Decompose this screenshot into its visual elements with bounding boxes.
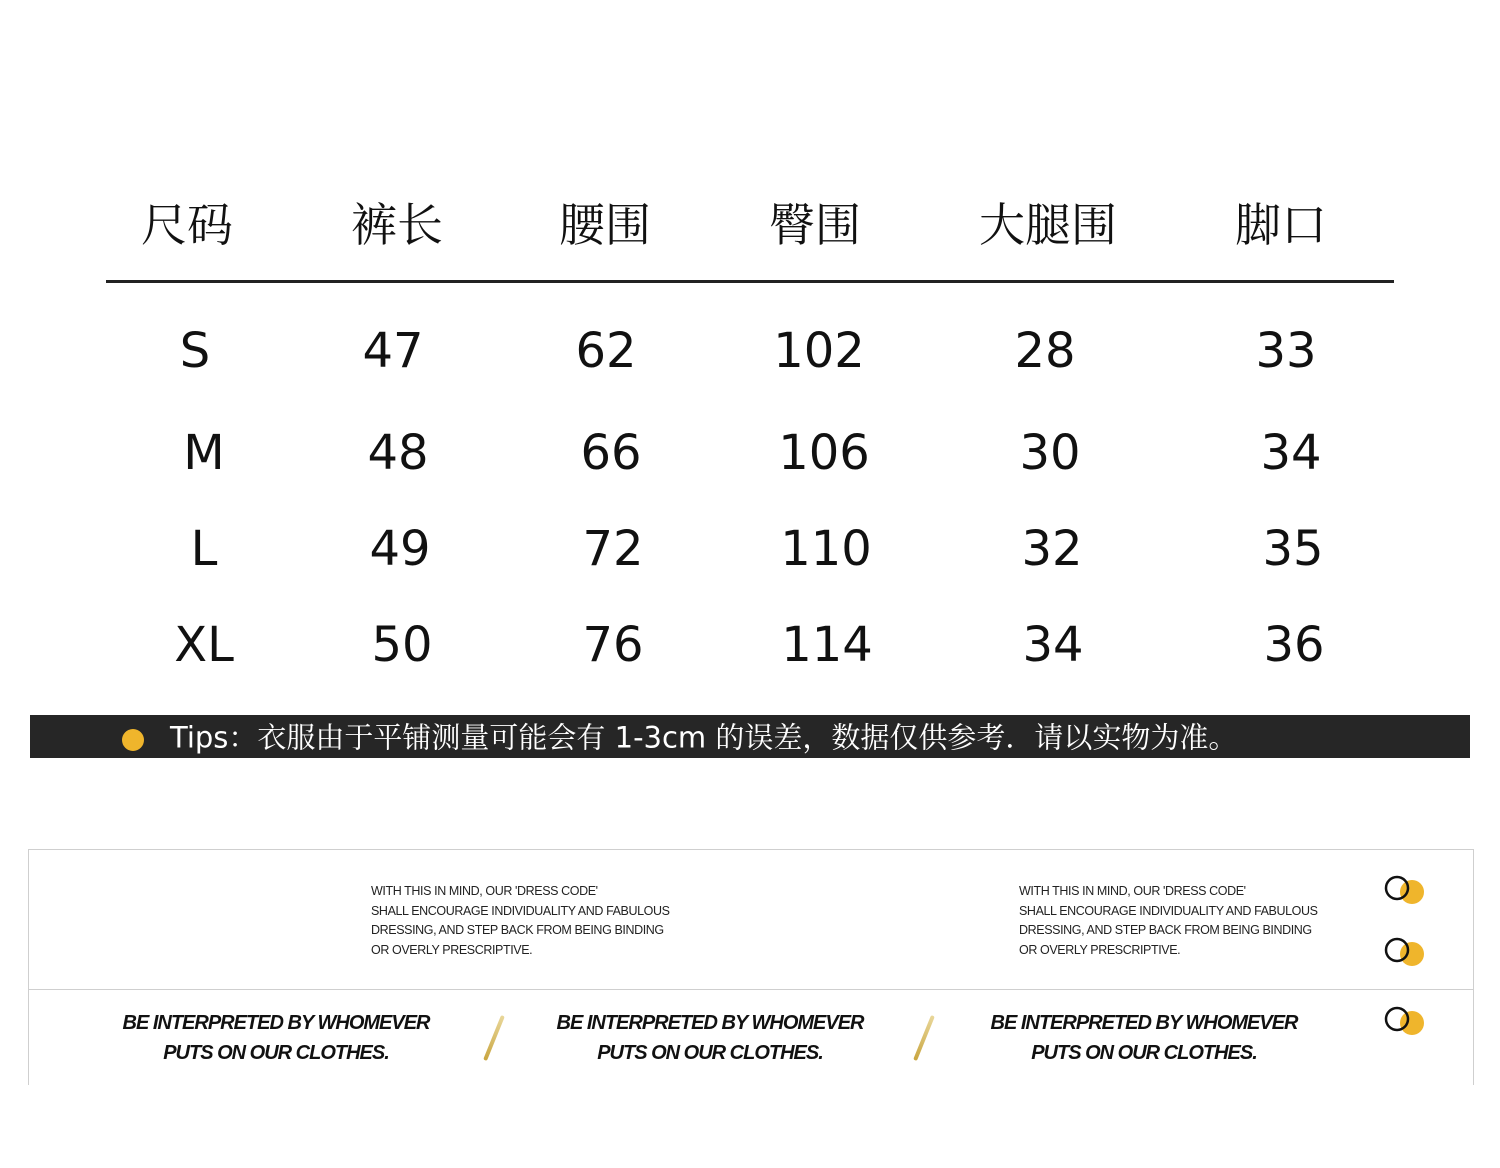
table-cell: S: [179, 323, 211, 379]
slogan-line: BE INTERPRETED BY WHOMEVER: [556, 1012, 864, 1034]
ring-icon: [1382, 1004, 1432, 1038]
slogan-line: PUTS ON OUR CLOTHES.: [1031, 1042, 1257, 1064]
slogan: [974, 1008, 1314, 1068]
table-cell: 50: [371, 617, 433, 673]
table-cell: 32: [1021, 521, 1083, 577]
table-cell: 35: [1262, 521, 1324, 577]
table-cell: 76: [582, 617, 644, 673]
table-cell: 110: [780, 521, 872, 577]
table-cell: 102: [773, 323, 865, 379]
slogan: [106, 1008, 446, 1068]
header-size: 尺码: [141, 198, 233, 252]
tips-text: Tips：衣服由于平铺测量可能会有 1-3cm 的误差，数据仅供参考．请以实物为准。: [170, 720, 1238, 755]
paragraph-line: DRESSING, AND STEP BACK FROM BEING BINDING: [1019, 923, 1312, 937]
paragraph-line: OR OVERLY PRESCRIPTIVE.: [1019, 942, 1181, 957]
paragraph-line: OR OVERLY PRESCRIPTIVE.: [371, 942, 533, 957]
table-cell: 34: [1260, 425, 1322, 481]
header-thigh: 大腿围: [979, 198, 1117, 252]
table-cell: 33: [1255, 323, 1317, 379]
table-cell: 48: [367, 425, 429, 481]
ring-icon: [1382, 873, 1432, 907]
slogan-line: PUTS ON OUR CLOTHES.: [597, 1042, 823, 1064]
paragraph-line: SHALL ENCOURAGE INDIVIDUALITY AND FABULOUS: [371, 903, 670, 918]
table-cell: 34: [1022, 617, 1084, 673]
table-cell: L: [190, 521, 218, 577]
header-hem: 脚口: [1235, 198, 1327, 252]
slogan-line: PUTS ON OUR CLOTHES.: [163, 1042, 389, 1064]
table-cell: 72: [582, 521, 644, 577]
dress-code-paragraph-right: [1019, 882, 1318, 960]
header-length: 裤长: [351, 198, 443, 252]
paragraph-line: DRESSING, AND STEP BACK FROM BEING BINDING: [371, 923, 664, 937]
paragraph-line: WITH THIS IN MIND, OUR 'DRESS CODE': [371, 884, 598, 898]
table-cell: 66: [580, 425, 642, 481]
table-cell: 62: [575, 323, 637, 379]
ring-icon: [1382, 935, 1432, 969]
bullet-dot-icon: [122, 729, 144, 751]
table-cell: 28: [1014, 323, 1076, 379]
table-cell: 114: [781, 617, 873, 673]
table-cell: M: [183, 425, 225, 481]
slogan: [540, 1008, 880, 1068]
table-cell: XL: [174, 617, 234, 673]
table-cell: 106: [778, 425, 870, 481]
header-waist: 腰围: [559, 198, 651, 252]
slogan-line: BE INTERPRETED BY WHOMEVER: [122, 1012, 430, 1034]
header-hip: 臀围: [769, 198, 861, 252]
table-cell: 49: [369, 521, 431, 577]
paragraph-line: WITH THIS IN MIND, OUR 'DRESS CODE': [1019, 884, 1246, 898]
table-cell: 30: [1019, 425, 1081, 481]
header-divider: [106, 280, 1394, 283]
table-cell: 36: [1263, 617, 1325, 673]
footer-divider: [28, 989, 1474, 990]
dress-code-paragraph-left: [371, 882, 670, 960]
table-cell: 47: [362, 323, 424, 379]
slogan-line: BE INTERPRETED BY WHOMEVER: [990, 1012, 1298, 1034]
paragraph-line: SHALL ENCOURAGE INDIVIDUALITY AND FABULOUS: [1019, 903, 1318, 918]
